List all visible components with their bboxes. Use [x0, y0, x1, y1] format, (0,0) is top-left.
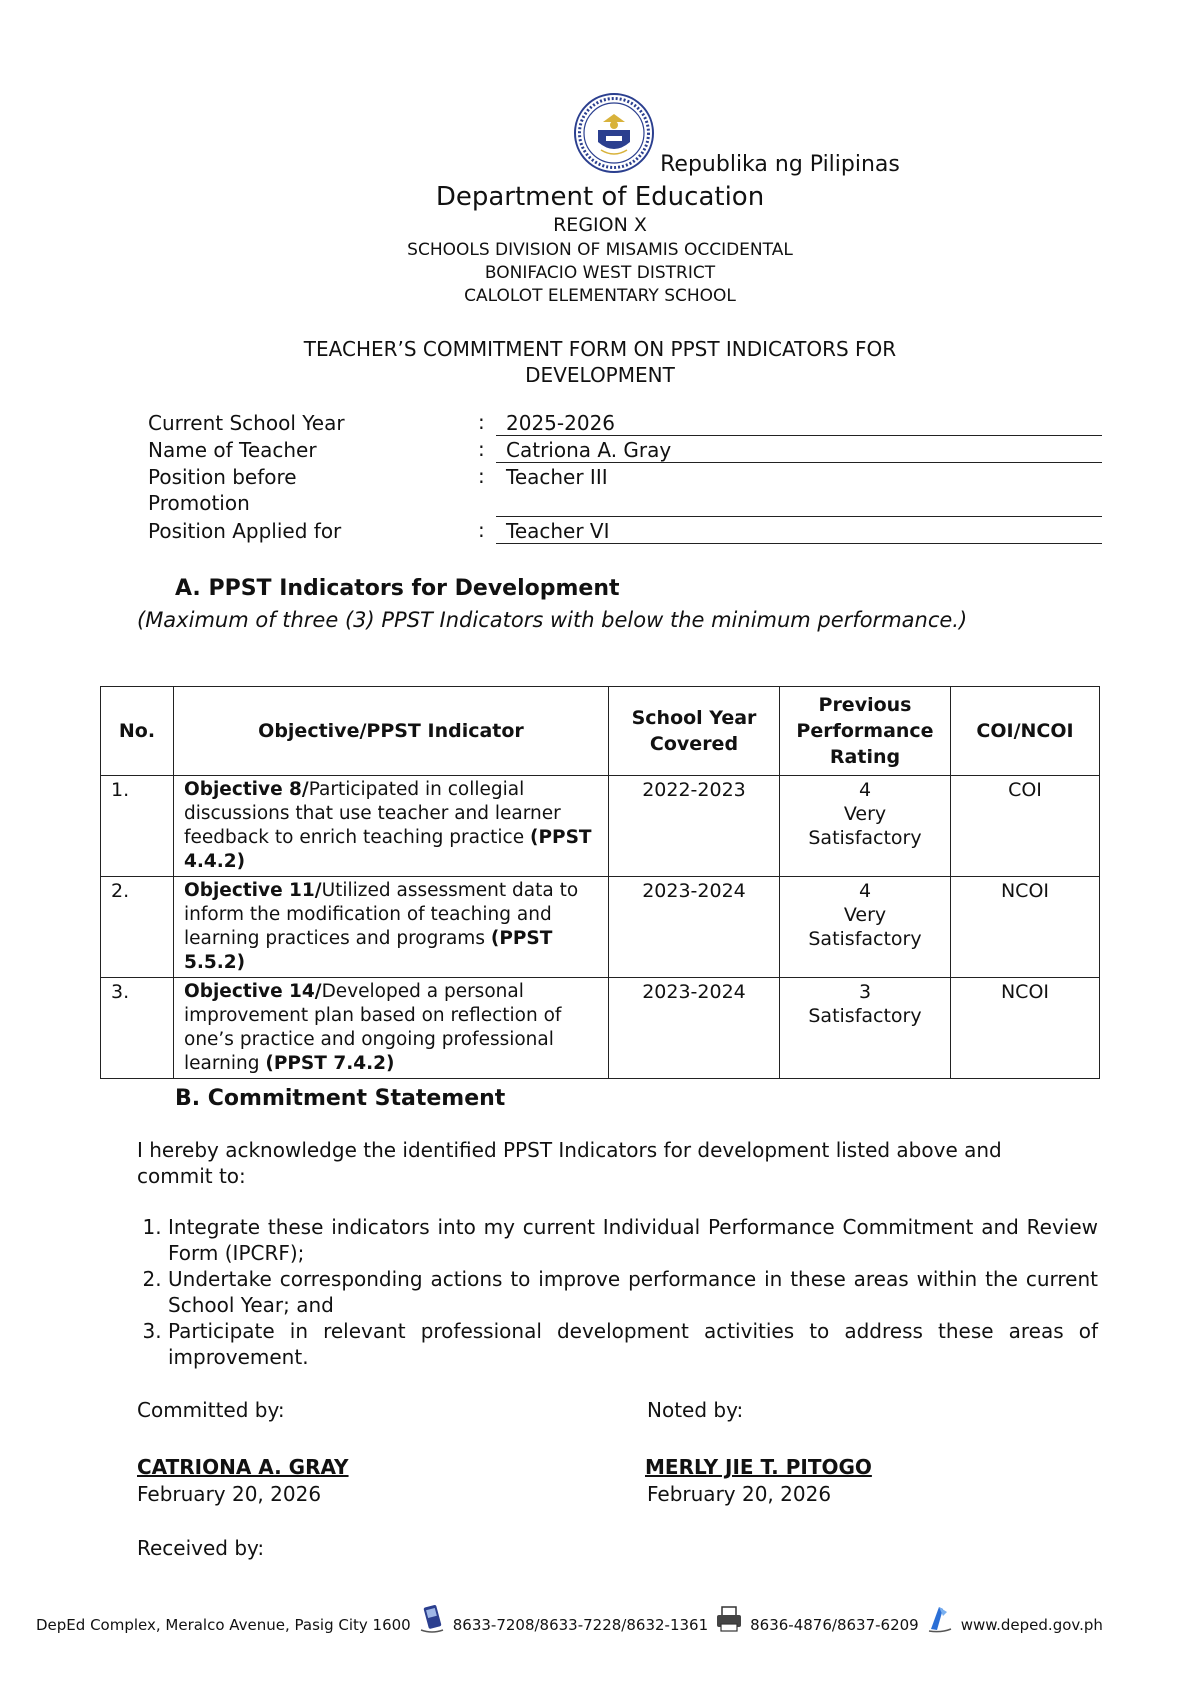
committed-by-date: February 20, 2026 — [137, 1482, 322, 1506]
list-item: 2. Undertake corresponding actions to improve performance in these areas within the current School Year; and — [168, 1266, 1098, 1318]
noted-by-date: February 20, 2026 — [647, 1482, 832, 1506]
phone-icon — [417, 1604, 447, 1634]
rating-text: Very Satisfactory — [808, 803, 922, 849]
row-coi: COI — [951, 776, 1100, 877]
info-row-school-year — [148, 410, 1098, 437]
row-rating — [780, 978, 951, 1079]
section-b-title: B. Commitment Statement — [175, 1086, 506, 1111]
row-no: 2. — [101, 877, 174, 978]
objective-label: Objective 14/ — [184, 981, 322, 1002]
header-republika: Republika ng Pilipinas — [660, 152, 900, 177]
list-item: 3. Participate in relevant professional development activities to address these areas of improvement. — [168, 1318, 1098, 1370]
header-region: REGION X — [553, 214, 647, 236]
objective-text: Participated in collegial discussions that use teacher and learner feedback to enrich teaching practice — [184, 779, 561, 848]
noted-by-label: Noted by: — [647, 1398, 744, 1422]
teacher-info — [148, 410, 1098, 545]
ppst-indicators-table — [100, 686, 1100, 1079]
row-coi: NCOI — [951, 877, 1100, 978]
section-a-title: A. PPST Indicators for Development — [175, 576, 620, 601]
table-row — [101, 978, 1100, 1079]
rating-number: 3 — [858, 981, 872, 1003]
teacher-value: Catriona A. Gray — [496, 437, 1102, 463]
row-objective — [174, 776, 609, 877]
row-no: 1. — [101, 776, 174, 877]
section-a-note: (Maximum of three (3) PPST Indicators with below the minimum performance.) — [137, 608, 968, 632]
committed-by-label: Committed by: — [137, 1398, 285, 1422]
row-objective — [174, 877, 609, 978]
col-school-year: School Year Covered — [609, 687, 780, 776]
colon: : — [478, 464, 485, 488]
header-school: CALOLOT ELEMENTARY SCHOOL — [464, 286, 736, 306]
commitment-list — [137, 1214, 1098, 1370]
info-row-position-before — [148, 464, 1098, 518]
rating-text: Satisfactory — [808, 1005, 922, 1027]
position-before-label: Position before Promotion — [148, 465, 297, 515]
position-before-value: Teacher III — [496, 464, 1102, 517]
header-division: SCHOOLS DIVISION OF MISAMIS OCCIDENTAL — [407, 240, 793, 260]
received-by-label: Received by: — [137, 1536, 265, 1560]
school-year-label: Current School Year — [148, 411, 345, 435]
ppst-code: (PPST 4.4.2) — [184, 827, 592, 872]
footer-website: www.deped.gov.ph — [960, 1616, 1103, 1634]
footer — [36, 1604, 1103, 1634]
committed-by-name: CATRIONA A. GRAY — [137, 1455, 349, 1479]
colon: : — [478, 437, 485, 461]
rating-number: 4 — [858, 880, 872, 902]
ppst-code: (PPST 7.4.2) — [265, 1053, 395, 1074]
info-row-teacher — [148, 437, 1098, 464]
objective-text: Developed a personal improvement plan based on reflection of one’s practice and ongoing professional learning — [184, 981, 562, 1074]
row-rating — [780, 877, 951, 978]
position-applied-label: Position Applied for — [148, 519, 342, 543]
row-school-year: 2023-2024 — [609, 978, 780, 1079]
colon: : — [478, 410, 485, 434]
row-objective — [174, 978, 609, 1079]
table-header-row — [101, 687, 1100, 776]
list-item: 1. Integrate these indicators into my current Individual Performance Commitment and Review Form (IPCRF); — [168, 1214, 1098, 1266]
colon: : — [478, 518, 485, 542]
position-applied-value: Teacher VI — [496, 518, 1102, 544]
col-objective: Objective/PPST Indicator — [174, 687, 609, 776]
fax-icon — [714, 1604, 744, 1634]
rating-number: 4 — [858, 779, 872, 801]
row-school-year: 2022-2023 — [609, 776, 780, 877]
footer-fax: 8636-4876/8637-6209 — [750, 1616, 919, 1634]
school-year-value: 2025-2026 — [496, 410, 1102, 436]
footer-phone: 8633-7208/8633-7228/8632-1361 — [452, 1616, 709, 1634]
col-rating: Previous Performance Rating — [780, 687, 951, 776]
row-coi: NCOI — [951, 978, 1100, 1079]
row-no: 3. — [101, 978, 174, 1079]
row-rating — [780, 776, 951, 877]
footer-address: DepEd Complex, Meralco Avenue, Pasig City 1600 — [36, 1616, 411, 1634]
info-row-position-applied — [148, 518, 1098, 545]
teacher-label: Name of Teacher — [148, 438, 317, 462]
objective-label: Objective 8/ — [184, 779, 309, 800]
col-coi: COI/NCOI — [951, 687, 1100, 776]
noted-by-name: MERLY JIE T. PITOGO — [645, 1455, 872, 1479]
ppst-code: (PPST 5.5.2) — [184, 928, 553, 973]
col-no: No. — [101, 687, 174, 776]
objective-text: Utilized assessment data to inform the modification of teaching and learning practices and programs — [184, 880, 579, 949]
header-district: BONIFACIO WEST DISTRICT — [484, 263, 716, 283]
header-department: Department of Education — [435, 182, 765, 212]
acknowledgement-text: I hereby acknowledge the identified PPST Indicators for development listed above and commit to: — [137, 1138, 1002, 1188]
table-row — [101, 776, 1100, 877]
table-row — [101, 877, 1100, 978]
web-icon — [925, 1604, 955, 1634]
rating-text: Very Satisfactory — [808, 904, 922, 950]
form-title: TEACHER’S COMMITMENT FORM ON PPST INDICATORS FOR DEVELOPMENT — [303, 337, 897, 387]
row-school-year: 2023-2024 — [609, 877, 780, 978]
objective-label: Objective 11/ — [184, 880, 322, 901]
